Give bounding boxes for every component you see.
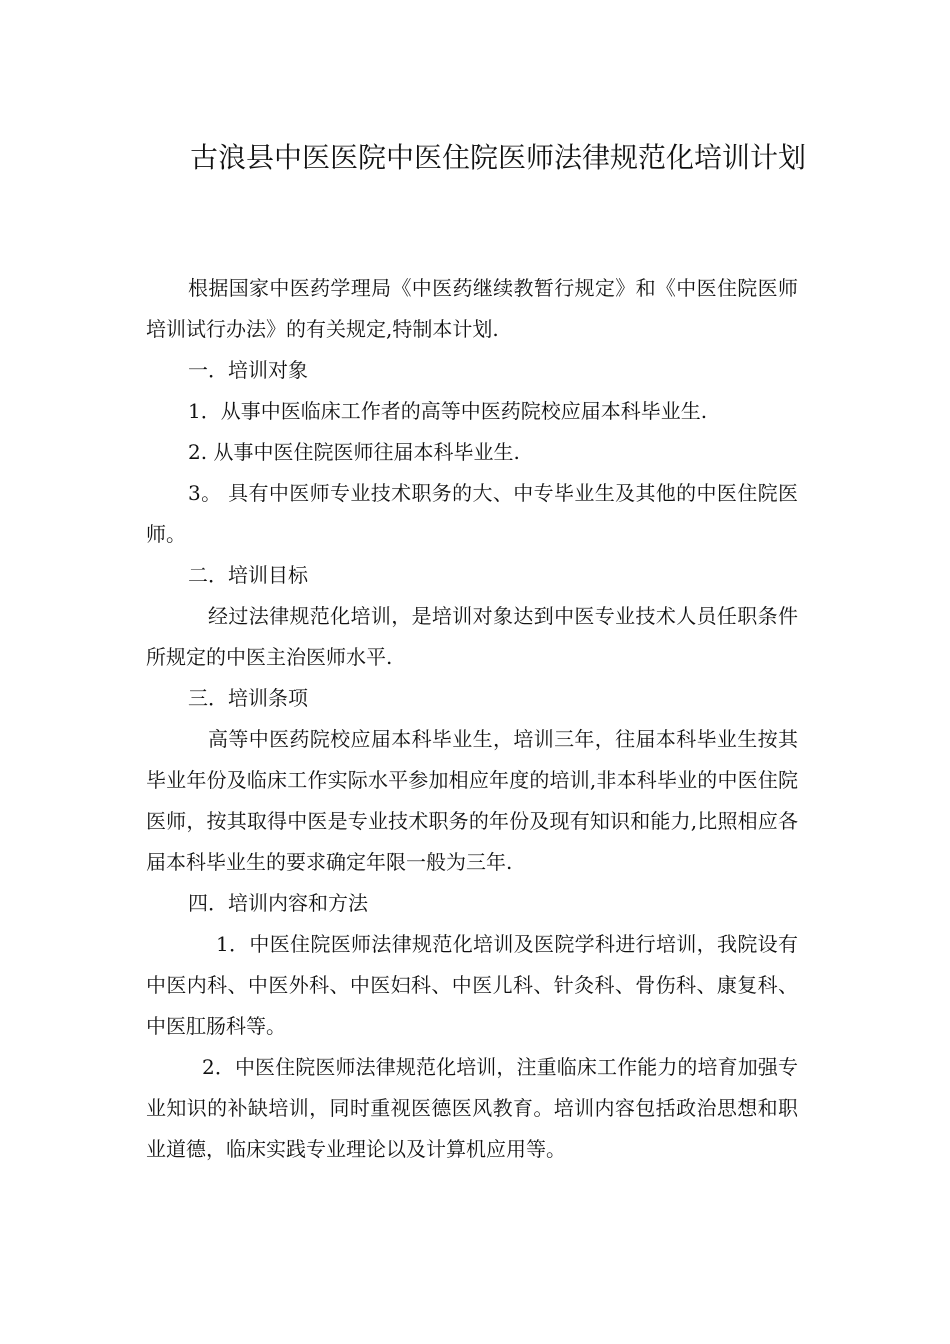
list-item: 2. 从事中医住院医师往届本科毕业生.	[188, 440, 520, 464]
list-item: 1．从事中医临床工作者的高等中医药院校应届本科毕业生.	[188, 399, 708, 423]
list-item: 3。 具有中医师专业技术职务的大、中专毕业生及其他的中医住院医师。	[146, 481, 798, 546]
intro-paragraph: 根据国家中医药学理局《中医药继续教暂行规定》和《中医住院医师培训试行办法》的有关规定,特制本计划.	[146, 276, 798, 341]
section-heading-1: 一．培训对象	[188, 358, 308, 382]
document-title: 古浪县中医医院中医住院医师法律规范化培训计划	[190, 141, 807, 174]
body-paragraph: 高等中医药院校应届本科毕业生，培训三年，往届本科毕业生按其毕业年份及临床工作实际水平参加相应年度的培训,非本科毕业的中医住院医师，按其取得中医是专业技术职务的年份及现有知识和能力,比照相应各届本科毕业生的要求确定年限一般为三年.	[146, 727, 798, 874]
list-item: 1．中医住院医师法律规范化培训及医院学科进行培训，我院设有中医内科、中医外科、中医妇科、中医儿科、针灸科、骨伤科、康复科、中医肛肠科等。	[146, 932, 798, 1038]
section-heading-2: 二．培训目标	[188, 563, 308, 587]
body-paragraph: 经过法律规范化培训，是培训对象达到中医专业技术人员任职条件所规定的中医主治医师水平.	[146, 604, 798, 669]
document-body	[146, 268, 798, 1170]
section-heading-4: 四．培训内容和方法	[188, 891, 368, 915]
section-heading-3: 三．培训条项	[188, 686, 308, 710]
list-item: 2．中医住院医师法律规范化培训，注重临床工作能力的培育加强专业知识的补缺培训，同时重视医德医风教育。培训内容包括政治思想和职业道德，临床实践专业理论以及计算机应用等。	[146, 1055, 798, 1161]
